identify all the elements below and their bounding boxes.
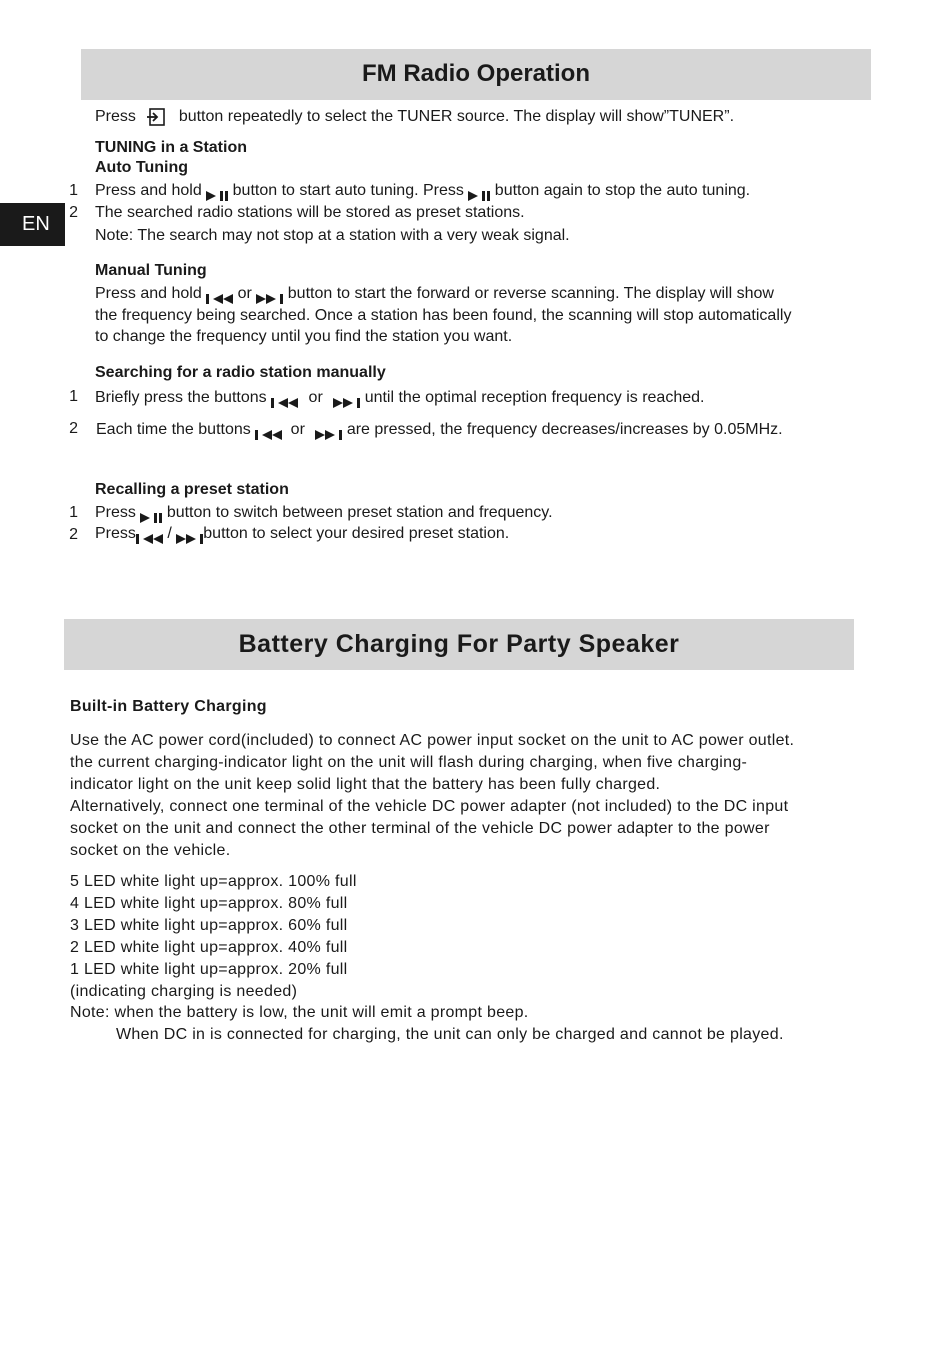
skip-forward-icon <box>256 289 283 299</box>
fm-section-title: FM Radio Operation <box>362 60 590 87</box>
battery-section-header <box>64 619 854 670</box>
battery-note-2: When DC in is connected for charging, the unit can only be charged and cannot be played. <box>116 1026 784 1043</box>
battery-paragraph-line-2: the current charging-indicator light on the unit will flash during charging, when five charging- <box>70 754 748 771</box>
intro-press-text: Press <box>95 108 136 125</box>
auto-step-2-number: 2 <box>69 204 78 221</box>
intro-rest-text: button repeatedly to select the TUNER source. The display will show”TUNER”. <box>178 108 735 125</box>
search-step-1-text-c: until the optimal reception frequency <box>364 389 622 406</box>
battery-level-1: 5 LED white light up=approx. 100% full <box>70 873 357 890</box>
battery-level-6: (indicating charging is needed) <box>70 983 298 1000</box>
manual-text-or: or <box>237 285 252 302</box>
recall-step-1-text-a: Press <box>95 504 136 521</box>
battery-section-title: Battery Charging For Party Speaker <box>238 630 680 658</box>
search-step-2 <box>96 420 783 440</box>
skip-back-icon <box>271 393 298 403</box>
auto-step-1-text-a: Press and hold <box>95 182 202 199</box>
battery-level-5: 1 LED white light up=approx. 20% full <box>70 961 348 978</box>
auto-step-1-number: 1 <box>69 182 78 199</box>
recall-heading: Recalling a preset station <box>95 481 289 498</box>
manual-line-1 <box>95 284 774 304</box>
recall-step-2-text-c: button to select your desired preset station. <box>203 525 510 542</box>
battery-level-3: 3 LED white light up=approx. 60% full <box>70 917 348 934</box>
search-step-1-text-or: or <box>308 389 323 406</box>
manual-tuning-heading: Manual Tuning <box>95 262 207 279</box>
battery-paragraph-line-1: Use the AC power cord(included) to connect AC power input socket on the unit to AC power outlet. <box>70 732 795 749</box>
play-pause-icon <box>140 508 162 518</box>
fm-intro <box>95 107 734 127</box>
auto-note: Note: The search may not stop at a station with a very weak signal. <box>95 227 570 244</box>
source-button-icon <box>146 108 166 126</box>
auto-step-1-text-b: button to start auto tuning. Press <box>232 182 464 199</box>
search-step-2-text-or: or <box>290 421 305 438</box>
language-label: EN <box>22 213 50 235</box>
skip-forward-icon <box>333 393 360 403</box>
search-heading: Searching for a radio station manually <box>95 364 386 381</box>
recall-step-1 <box>95 503 553 523</box>
recall-step-1-number: 1 <box>69 504 78 521</box>
play-pause-icon <box>468 186 490 196</box>
auto-step-2: The searched radio stations will be stored as preset stations. <box>95 204 525 221</box>
play-pause-icon <box>206 186 228 196</box>
language-tab <box>0 203 65 246</box>
auto-step-1 <box>95 181 750 201</box>
skip-back-icon <box>136 529 163 539</box>
recall-step-2 <box>95 524 509 544</box>
search-step-2-text-c: are pressed, the frequency decreases/increases by 0.05MHz. <box>346 421 783 438</box>
recall-step-2-text-a: Press <box>95 525 136 542</box>
auto-tuning-heading: Auto Tuning <box>95 159 188 176</box>
skip-forward-icon <box>176 529 203 539</box>
skip-back-icon <box>206 289 233 299</box>
manual-line-2: the frequency being searched. Once a station has been found, the scanning will stop automatically <box>95 307 792 324</box>
tuning-heading: TUNING in a Station <box>95 139 247 156</box>
battery-paragraph-line-4: Alternatively, connect one terminal of the vehicle DC power adapter (not included) to the DC input <box>70 798 789 815</box>
recall-step-1-text-b: button to switch between preset station and frequency. <box>166 504 553 521</box>
skip-forward-icon <box>315 425 342 435</box>
manual-text-a: Press and hold <box>95 285 202 302</box>
recall-step-2-number: 2 <box>69 526 78 543</box>
battery-level-4: 2 LED white light up=approx. 40% full <box>70 939 348 956</box>
search-step-1 <box>95 388 704 408</box>
battery-paragraph-line-3: indicator light on the unit keep solid light that the battery has been fully charged. <box>70 776 661 793</box>
auto-step-1-text-c: button again to stop the auto tuning. <box>494 182 751 199</box>
battery-note-1: Note: when the battery is low, the unit will emit a prompt beep. <box>70 1004 529 1021</box>
search-step-1-text-a: Briefly press the buttons <box>95 389 267 406</box>
battery-paragraph-line-5: socket on the unit and connect the other terminal of the vehicle DC power adapter to the power <box>70 820 770 837</box>
battery-subheading: Built-in Battery Charging <box>70 698 267 715</box>
recall-step-2-text-slash: / <box>167 525 172 542</box>
manual-text-c: button to start the forward or reverse scanning. The display will show <box>287 285 774 302</box>
battery-paragraph-line-6: socket on the vehicle. <box>70 842 231 859</box>
fm-section-header <box>81 49 871 100</box>
search-step-2-text-a: Each time the buttons <box>96 421 251 438</box>
battery-level-2: 4 LED white light up=approx. 80% full <box>70 895 348 912</box>
search-step-1-text-d: is reached. <box>626 389 705 406</box>
search-step-1-number: 1 <box>69 388 78 405</box>
search-step-2-number: 2 <box>69 420 78 437</box>
skip-back-icon <box>255 425 282 435</box>
manual-line-3: to change the frequency until you find the station you want. <box>95 328 513 345</box>
